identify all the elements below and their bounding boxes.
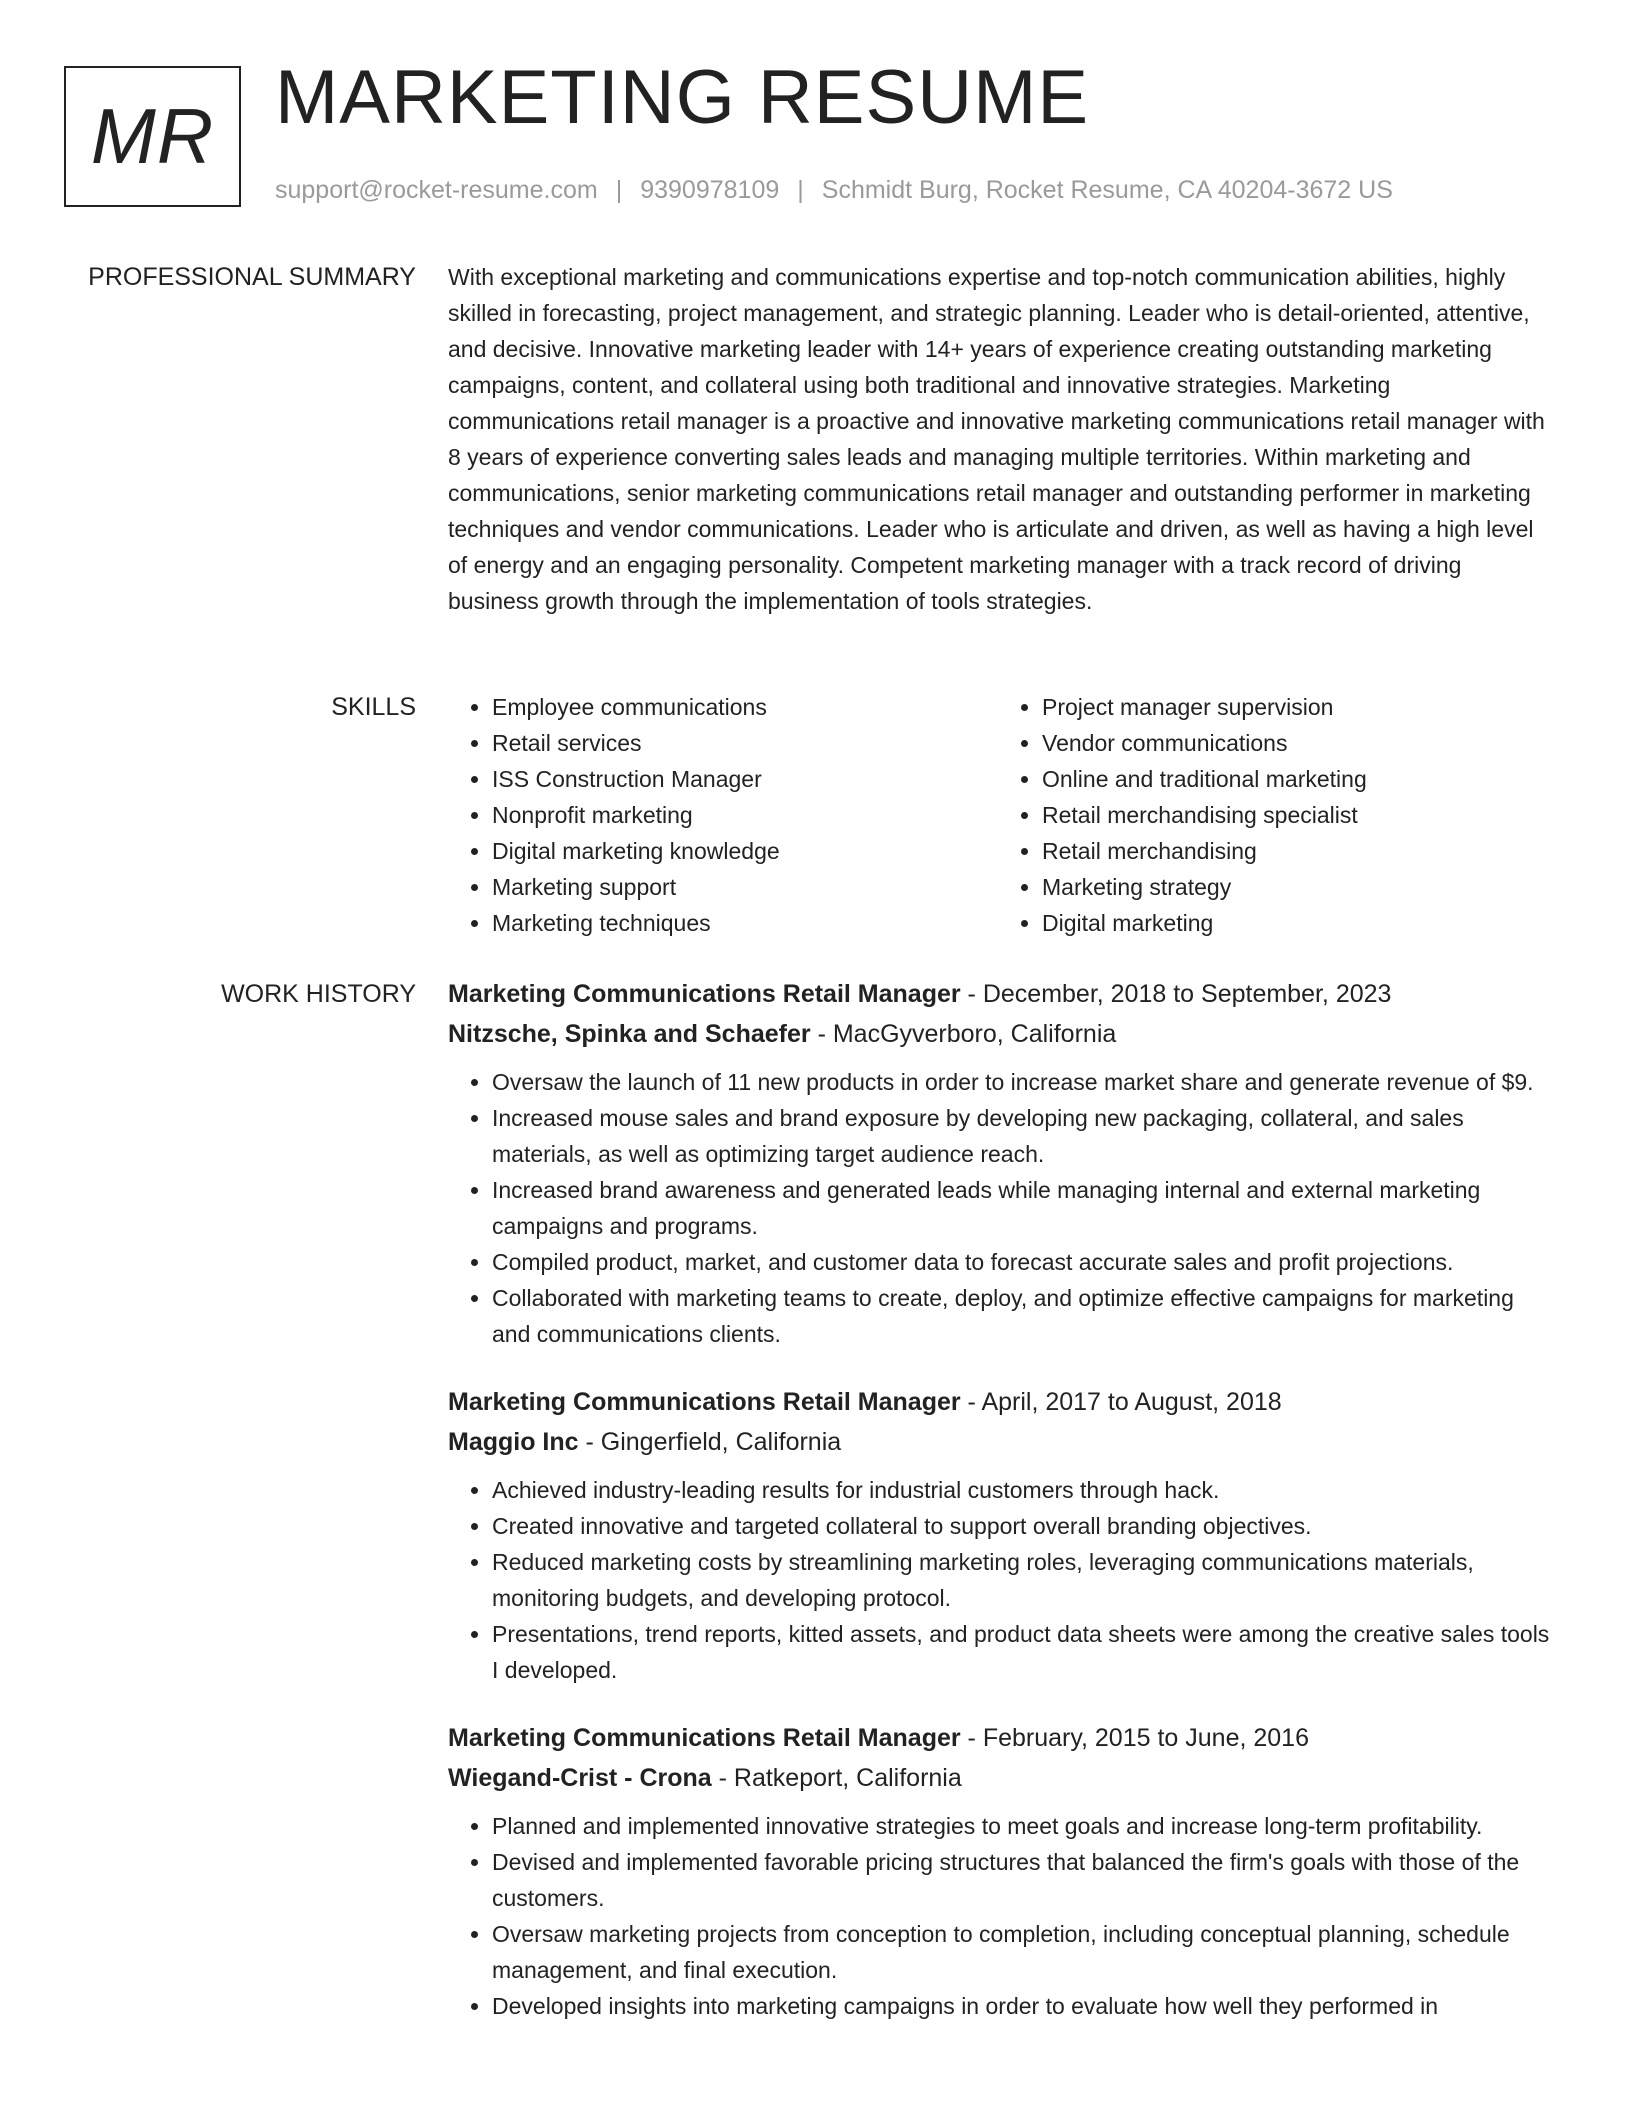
job-bullet: • Planned and implemented innovative strategies to meet goals and increase long-term profitability.: [492, 1808, 1558, 1844]
skill-item: • Retail merchandising: [1042, 833, 1548, 869]
job-bullet: • Developed insights into marketing campaigns in order to evaluate how well they performed in: [492, 1988, 1558, 2024]
job-bullet-list: [448, 1808, 1558, 2024]
job-bullet: • Achieved industry-leading results for industrial customers through hack.: [492, 1472, 1558, 1508]
job-company: Wiegand-Crist - Crona: [448, 1764, 712, 1792]
job-bullet: • Increased brand awareness and generated leads while managing internal and external marketing campaigns and programs.: [492, 1172, 1558, 1244]
job-location: - Gingerfield, California: [578, 1428, 842, 1456]
skills-body: [448, 689, 1558, 941]
job-company: Maggio Inc: [448, 1428, 579, 1456]
contact-address: Schmidt Burg, Rocket Resume, CA 40204-3672 US: [821, 176, 1393, 204]
job-company: Nitzsche, Spinka and Schaefer: [448, 1020, 811, 1048]
job-bullet: • Oversaw the launch of 11 new products in order to increase market share and generate revenue of $9.: [492, 1064, 1558, 1100]
job-title-line: [448, 1382, 1558, 1422]
skill-item: • Vendor communications: [1042, 725, 1548, 761]
job-title-line: [448, 974, 1558, 1014]
skills-list-right: [998, 689, 1548, 941]
job-dates: - February, 2015 to June, 2016: [960, 1724, 1309, 1752]
monogram-box: [64, 66, 241, 207]
job-company-line: [448, 1758, 1558, 1798]
job-bullet: • Presentations, trend reports, kitted assets, and product data sheets were among the creative sales tools I developed.: [492, 1616, 1558, 1688]
job-dates: - December, 2018 to September, 2023: [960, 980, 1392, 1008]
job-entry: [448, 1382, 1558, 1688]
contact-email: support@rocket-resume.com: [275, 176, 598, 204]
job-dates: - April, 2017 to August, 2018: [960, 1388, 1282, 1416]
job-bullet-list: [448, 1472, 1558, 1688]
skill-item: • Marketing strategy: [1042, 869, 1548, 905]
skill-item: • Marketing techniques: [492, 905, 998, 941]
skill-item: • Retail services: [492, 725, 998, 761]
job-bullet: • Compiled product, market, and customer data to forecast accurate sales and profit projections.: [492, 1244, 1558, 1280]
summary-body: [448, 259, 1558, 619]
resume-title: MARKETING RESUME: [275, 55, 1090, 140]
summary-heading: PROFESSIONAL SUMMARY: [88, 263, 416, 291]
work-body: [448, 974, 1558, 2054]
skill-item: • Online and traditional marketing: [1042, 761, 1548, 797]
job-title: Marketing Communications Retail Manager: [448, 980, 961, 1008]
skill-item: • Project manager supervision: [1042, 689, 1548, 725]
contact-separator: |: [797, 176, 804, 204]
job-bullet: • Increased mouse sales and brand exposure by developing new packaging, collateral, and sales materials, as well as optimizing target audience reach.: [492, 1100, 1558, 1172]
contact-separator: |: [615, 176, 623, 204]
skill-item: • Digital marketing knowledge: [492, 833, 998, 869]
job-entry: [448, 1718, 1558, 2024]
skill-item: • Retail merchandising specialist: [1042, 797, 1548, 833]
job-company-line: [448, 1422, 1558, 1462]
job-location: - MacGyverboro, California: [810, 1020, 1117, 1048]
summary-text: With exceptional marketing and communications expertise and top-notch communication abilities, highly skilled in forecasting, project management, and strategic planning. Leader who is detail-oriented, attentive, and decisive. Innovative marketing leader with 14+ years of experience creating outstanding marketing campaigns, content, and collateral using both traditional and innovative strategies. Marketing communications retail manager is a proactive and innovative marketing communications retail manager with 8 years of experience converting sales leads and managing multiple territories. Within marketing and communications, senior marketing communications retail manager and outstanding performer in marketing techniques and vendor communications. Leader who is articulate and driven, as well as having a high level of energy and an engaging personality. Competent marketing manager with a track record of driving business growth through the implementation of tools strategies.: [448, 264, 1545, 614]
skill-item: • Digital marketing: [1042, 905, 1548, 941]
skill-item: • Nonprofit marketing: [492, 797, 998, 833]
skills-heading: SKILLS: [331, 693, 416, 721]
skills-list-left: [448, 689, 998, 941]
job-bullet: • Oversaw marketing projects from conception to completion, including conceptual planning, schedule management, and final execution.: [492, 1916, 1558, 1988]
job-bullet: • Devised and implemented favorable pricing structures that balanced the firm's goals with those of the customers.: [492, 1844, 1558, 1916]
skill-item: • Marketing support: [492, 869, 998, 905]
contact-phone: 9390978109: [640, 176, 780, 204]
job-bullet: • Created innovative and targeted collateral to support overall branding objectives.: [492, 1508, 1558, 1544]
job-location: - Ratkeport, California: [711, 1764, 962, 1792]
monogram-initials: MR: [90, 92, 215, 180]
work-heading: WORK HISTORY: [221, 980, 416, 1008]
job-bullet-list: [448, 1064, 1558, 1352]
skill-item: • ISS Construction Manager: [492, 761, 998, 797]
job-company-line: [448, 1014, 1558, 1054]
job-bullet: • Collaborated with marketing teams to create, deploy, and optimize effective campaigns for marketing and communications clients.: [492, 1280, 1558, 1352]
job-title-line: [448, 1718, 1558, 1758]
job-entry: [448, 974, 1558, 1352]
skill-item: • Employee communications: [492, 689, 998, 725]
job-title: Marketing Communications Retail Manager: [448, 1724, 961, 1752]
contact-line: [275, 176, 1393, 205]
job-bullet: • Reduced marketing costs by streamlining marketing roles, leveraging communications materials, monitoring budgets, and developing protocol.: [492, 1544, 1558, 1616]
job-title: Marketing Communications Retail Manager: [448, 1388, 961, 1416]
